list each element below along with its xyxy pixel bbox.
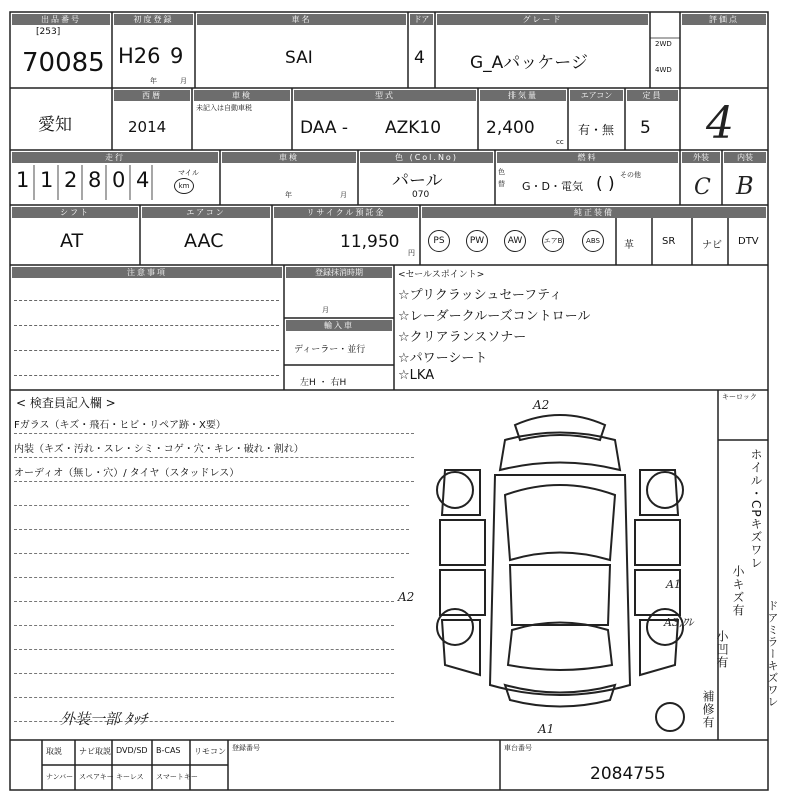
- damage-mark-rear: A1: [538, 722, 555, 736]
- mileage-header: 走行: [12, 152, 218, 163]
- damage-mark-front: A2: [533, 398, 550, 412]
- equipment-item: AW: [504, 230, 526, 252]
- capacity-header: 定員: [627, 90, 678, 101]
- type-header: 型式: [294, 90, 476, 101]
- reg-header: 車検: [194, 90, 290, 101]
- displacement-header: 排気量: [480, 90, 566, 101]
- side-note-dent: 小凹有: [715, 630, 729, 669]
- score-interior: B: [736, 172, 754, 200]
- equipment-item: ナビ: [702, 240, 722, 251]
- sales-point-item: ☆クリアランスソナー: [398, 330, 527, 345]
- month-unit: 月: [180, 77, 187, 85]
- handwritten-note: 外装一部 ﾀｯﾁ: [60, 710, 148, 728]
- option-item: B-CAS: [156, 746, 181, 755]
- aircon-header: エアコン: [142, 207, 270, 218]
- frame-number: 2084755: [590, 764, 666, 784]
- drive-4wd: 4WD: [655, 66, 672, 74]
- fuel-header: 燃料: [497, 152, 678, 163]
- option-item: スマートキー: [156, 773, 198, 781]
- frame-no-label: 車台番号: [504, 744, 532, 752]
- yen-unit: 円: [408, 249, 415, 257]
- inspector-line: [14, 697, 394, 698]
- note-line: [14, 375, 279, 376]
- shift-header: シフト: [12, 207, 138, 218]
- mileage-digit: 1: [16, 168, 30, 192]
- lot-prefix: [253]: [36, 27, 61, 37]
- inspector-line-interior: 内装（キズ・汚れ・スレ・シミ・コゲ・穴・キレ・破れ・割れ）: [14, 444, 304, 455]
- recycle-value: 11,950: [340, 232, 400, 252]
- option-item: 取説: [46, 747, 62, 756]
- sales-point-item: ☆パワーシート: [398, 351, 488, 366]
- inspector-line: [14, 481, 414, 482]
- aircon-value: AAC: [184, 230, 224, 252]
- equipment-header: 純正装備: [422, 207, 766, 218]
- note-line: [14, 300, 279, 301]
- year-header: 西暦: [114, 90, 190, 101]
- ac-header: エアコン: [570, 90, 623, 101]
- km-unit-circled: km: [174, 178, 194, 194]
- option-item: DVD/SD: [116, 746, 148, 755]
- displacement-value: 2,400: [486, 118, 535, 138]
- reg-month-unit-label: 月: [322, 306, 329, 314]
- lot-header: 出品番号: [12, 14, 110, 25]
- fuel-options: G・D・電気: [522, 180, 583, 193]
- option-item: リモコン: [194, 747, 226, 756]
- equipment-item: DTV: [738, 236, 759, 247]
- inspector-header: < 検査員記入欄 >: [16, 396, 116, 410]
- key-lock-header: キーロック: [722, 393, 757, 401]
- option-item: ナビ取説: [79, 747, 111, 756]
- inspector-line: [14, 577, 394, 578]
- inspector-line: [14, 673, 394, 674]
- inspector-line: [14, 505, 409, 506]
- first-reg-era: H26: [118, 44, 161, 68]
- side-note-repair: 補修有: [701, 690, 715, 729]
- inspector-line-audio: オーディオ（無し・穴）/ タイヤ（スタッドレス）: [14, 468, 240, 479]
- score-overall: 4: [706, 98, 734, 149]
- score-exterior: C: [694, 175, 711, 200]
- score-header: 評価点: [682, 14, 766, 25]
- drive-2wd: 2WD: [655, 40, 672, 48]
- type-prefix: DAA -: [300, 118, 349, 138]
- not-filled-note: 未記入は自動車税: [196, 104, 252, 112]
- lot-number: 70085: [22, 48, 105, 78]
- damage-mark-right-2: A3,ﾜﾚ: [664, 616, 694, 629]
- option-item: キーレス: [116, 773, 144, 781]
- reg-date-header: 車検: [222, 152, 356, 163]
- side-note-scratch: 小キズ有: [731, 565, 745, 617]
- side-note-wheel: ホイル・CPキズワレ: [749, 448, 763, 570]
- inspector-line-glass: Fガラス（キズ・飛石・ヒビ・リペア跡・X要）: [14, 420, 226, 431]
- grade-header: グレード: [437, 14, 648, 25]
- sales-point-item: ☆レーダークルーズコントロール: [398, 309, 591, 324]
- inspector-line: [14, 625, 394, 626]
- inspector-line: [14, 529, 409, 530]
- cc-unit: cc: [556, 138, 564, 146]
- option-item: スペアキー: [79, 773, 114, 781]
- ac-yes-no: 有・無: [578, 123, 615, 137]
- note-line: [14, 350, 279, 351]
- inspector-line: [14, 433, 414, 434]
- inspector-line: [14, 649, 394, 650]
- mileage-digit: 0: [112, 168, 126, 192]
- equipment-item: SR: [662, 236, 676, 247]
- sales-point-item: ☆LKA: [398, 368, 435, 383]
- capacity-value: 5: [640, 118, 651, 138]
- equipment-item: エアB: [542, 230, 564, 252]
- damage-mark-right-1: A1: [666, 578, 681, 591]
- color-change-label: 色替: [498, 168, 505, 188]
- mile-unit: マイル: [178, 169, 199, 177]
- damage-mark-left: A2: [398, 590, 415, 604]
- equipment-item: PW: [466, 230, 488, 252]
- doors-header: ドア: [410, 14, 433, 25]
- note-line: [14, 325, 279, 326]
- option-item: ナンバー: [46, 773, 74, 781]
- year-value: 2014: [128, 118, 167, 136]
- doors-value: 4: [414, 48, 425, 68]
- equipment-item: 革: [624, 240, 634, 251]
- first-reg-month: 9: [170, 44, 184, 68]
- reg-year-unit: 年: [285, 191, 292, 199]
- shift-value: AT: [60, 230, 84, 252]
- model-name: SAI: [285, 48, 313, 68]
- reg-month-unit: 月: [340, 191, 347, 199]
- mileage-digit: 1: [40, 168, 54, 192]
- exterior-header: 外装: [682, 152, 720, 163]
- notes-header: 注意事項: [12, 267, 282, 278]
- year-unit: 年: [150, 77, 157, 85]
- car-diagram: [420, 395, 700, 735]
- inspector-line: [14, 601, 394, 602]
- reg-no-label: 登録番号: [232, 744, 260, 752]
- region: 愛知: [38, 115, 72, 135]
- equipment-item: ABS: [582, 230, 604, 252]
- handle-option: 左H ・ 右H: [300, 378, 347, 388]
- model-header: 車名: [197, 14, 406, 25]
- mileage-digit: 4: [136, 168, 150, 192]
- sales-points-header: <セールスポイント>: [398, 270, 485, 280]
- mileage-digit: 2: [64, 168, 78, 192]
- recycle-header: リサイクル預託金: [274, 207, 418, 218]
- interior-header: 内装: [724, 152, 766, 163]
- side-note-mirror: ドアミラーキズワレ: [766, 600, 779, 708]
- equipment-item: PS: [428, 230, 450, 252]
- reg-month-header: 登録抹消時期: [286, 267, 392, 278]
- first-reg-header: 初度登録: [114, 14, 193, 25]
- fuel-paren: ( ): [596, 174, 615, 194]
- inspector-line: [14, 553, 409, 554]
- inspector-line: [14, 457, 414, 458]
- mileage-digit: 8: [88, 168, 102, 192]
- sales-point-item: ☆プリクラッシュセーフティ: [398, 288, 563, 303]
- color-header: 色 (Col.No): [360, 152, 493, 163]
- import-header: 輸入車: [286, 320, 392, 331]
- color-name: パール: [392, 171, 443, 191]
- dealer-option: ディーラー・並行: [294, 345, 366, 355]
- type-code: AZK10: [385, 118, 442, 138]
- fuel-other: その他: [620, 171, 641, 179]
- color-no: 070: [412, 190, 430, 200]
- grade-value: G_Aパッケージ: [470, 53, 588, 73]
